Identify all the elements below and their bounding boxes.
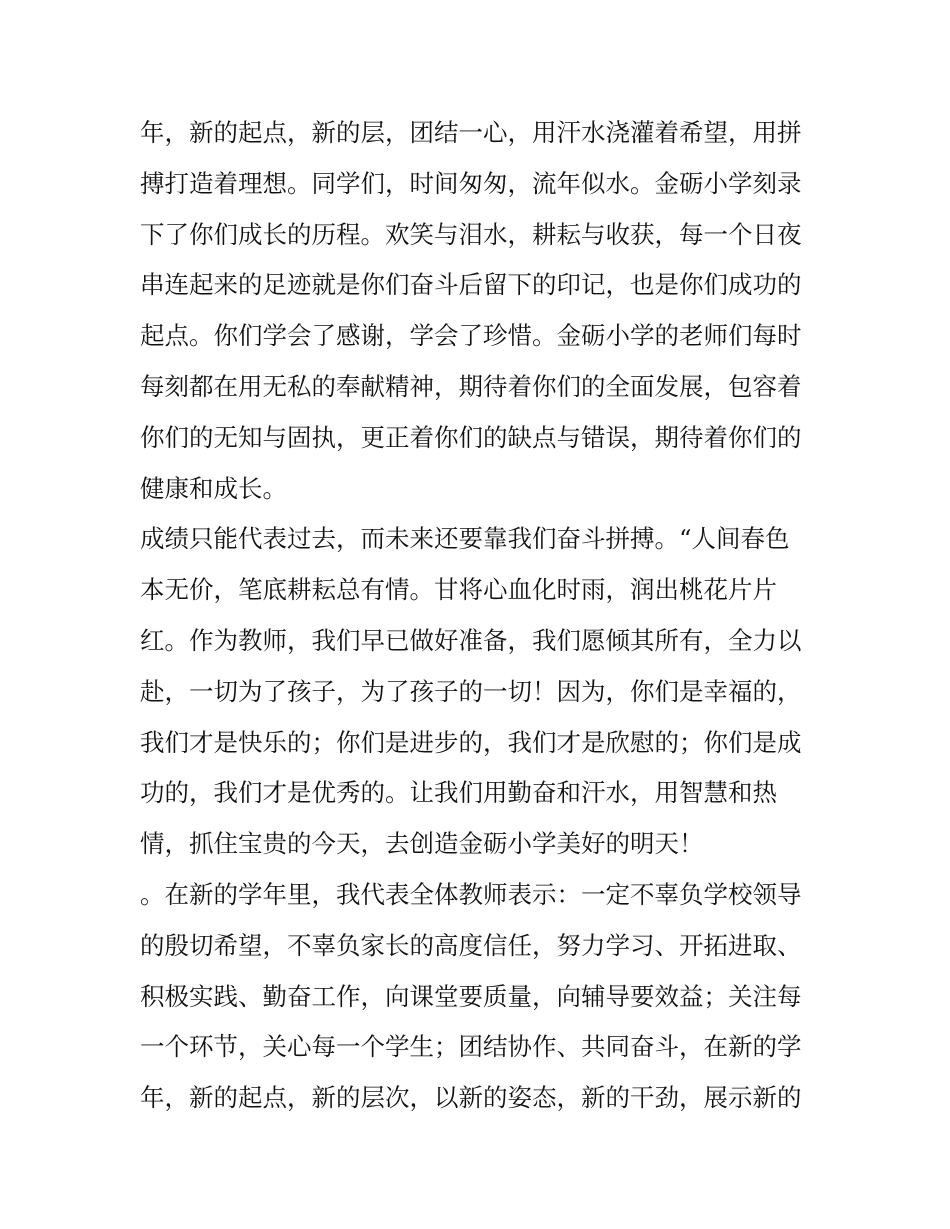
- text-line: 你们的无知与固执，更正着你们的缺点与错误，期待着你们的: [140, 422, 802, 452]
- text-line: 本无价，笔底耕耘总有情。甘将心血化时雨，润出桃花片片: [140, 575, 777, 605]
- text-line: 功的，我们才是优秀的。让我们用勤奋和汗水，用智慧和热: [140, 778, 777, 808]
- text-line: 年，新的起点，新的层次，以新的姿态，新的干劲，展示新的: [140, 1083, 802, 1113]
- text-line: 一个环节，关心每一个学生；团结协作、共同奋斗，在新的学: [140, 1032, 802, 1062]
- text-line: 起点。你们学会了感谢，学会了珍惜。金砺小学的老师们每时: [140, 321, 802, 351]
- text-line: 串连起来的足迹就是你们奋斗后留下的印记，也是你们成功的: [140, 270, 802, 300]
- text-line: 。在新的学年里，我代表全体教师表示：一定不辜负学校领导: [140, 879, 802, 909]
- text-line: 下了你们成长的历程。欢笑与泪水，耕耘与收获，每一个日夜: [140, 219, 802, 249]
- text-line: 红。作为教师，我们早已做好准备，我们愿倾其所有，全力以: [140, 625, 802, 655]
- text-line: 健康和成长。: [140, 473, 287, 503]
- text-line: 成绩只能代表过去，而未来还要靠我们奋斗拼搏。“人间春色: [140, 524, 790, 554]
- text-line: 积极实践、勤奋工作，向课堂要质量，向辅导要效益；关注每: [140, 981, 802, 1011]
- text-line: 赴，一切为了孩子，为了孩子的一切！因为，你们是幸福的，: [140, 676, 802, 706]
- text-line: 搏打造着理想。同学们，时间匆匆，流年似水。金砺小学刻录: [140, 168, 802, 198]
- text-line: 我们才是快乐的；你们是进步的，我们才是欣慰的；你们是成: [140, 727, 802, 757]
- text-line: 每刻都在用无私的奉献精神，期待着你们的全面发展，包容着: [140, 371, 802, 401]
- body-text: [140, 108, 820, 1124]
- text-line: 情，抓住宝贵的今天，去创造金砺小学美好的明天！: [140, 829, 704, 859]
- text-line: 的殷切希望，不辜负家长的高度信任，努力学习、开拓进取、: [140, 930, 802, 960]
- text-line: 年，新的起点，新的层，团结一心，用汗水浇灌着希望，用拼: [140, 118, 802, 147]
